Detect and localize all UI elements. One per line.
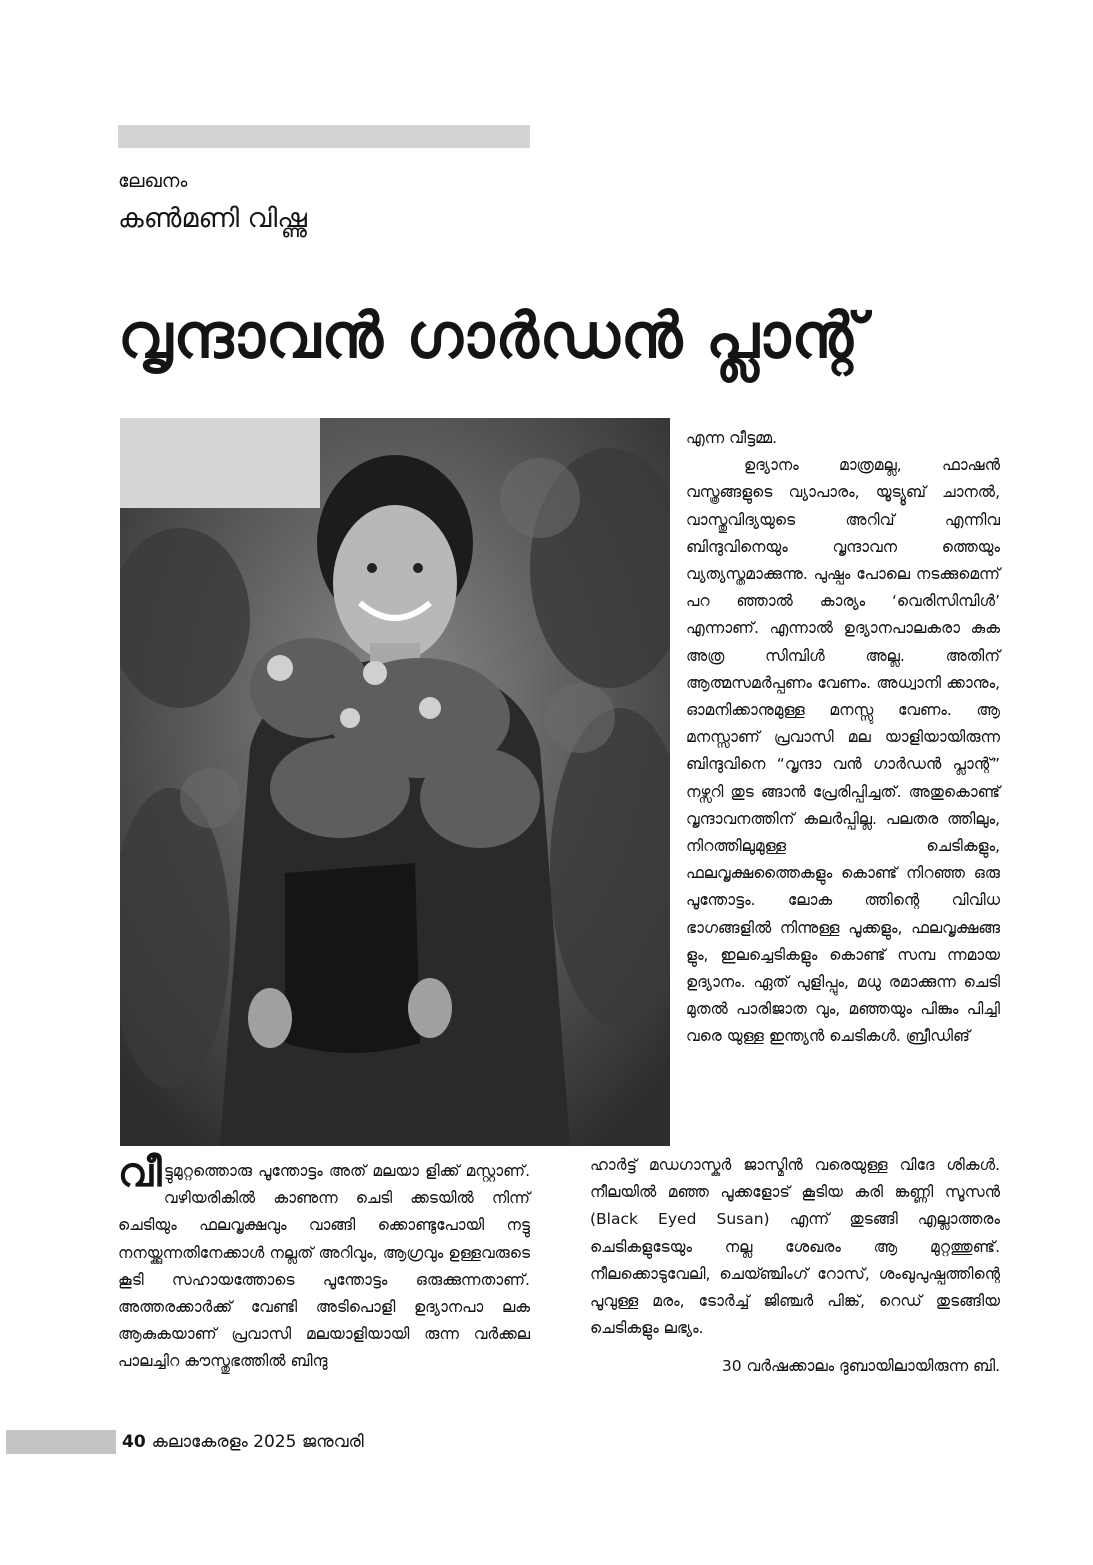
section-header-bar — [118, 125, 530, 148]
right-col-paragraph-1: എന്ന വീട്ടമ്മ. — [686, 429, 778, 447]
page-number: 40 — [122, 1432, 146, 1452]
article-author: കൺമണി വിഷ്ണു — [118, 203, 307, 234]
page-footer — [122, 1432, 364, 1452]
right-col-paragraph-2: ഉദ്യാനം മാത്രമല്ല, ഫാഷൻ വസ്ത്രങ്ങളുടെ വ്യാപാരം, യൂട്യൂബ് ചാനൽ, വാസ്തുവിദ്യയുടെ അറിവ് എന്നിവ ബിന്ദുവിനെയും വൃന്ദാവന ത്തെയും വ്യത്യസ്തമാക്കുന്നു. പുഷ്പം പോലെ നടക്കുമെന്ന് പറ ഞ്ഞാൽ കാര്യം ‘വെരിസിമ്പിൾ’ എന്നാണ്. എന്നാൽ ഉദ്യാനപാലകരാ കുക അത്ര സിമ്പിൾ അല്ല. അതിന് ആത്മസമർപ്പണം വേണം. അധ്വാനി ക്കാനും, ഓമനിക്കാനുമുള്ള മനസ്സു വേണം. ആ മനസ്സാണ് പ്രവാസി മല യാളിയായിരുന്ന ബിന്ദുവിനെ “വൃന്ദാ വൻ ഗാർഡൻ പ്ലാന്റ്” നഴ്സറി തുട ങ്ങാൻ പ്രേരിപ്പിച്ചത്. അതുകൊണ്ട് വൃന്ദാവനത്തിന് കലർപ്പില്ല. പലതര ത്തിലും, നിറത്തിലുമുള്ള ചെടികളും, ഫലവൃക്ഷത്തൈകളും കൊണ്ട് നിറഞ്ഞ ഒരു പൂന്തോട്ടം. ലോക ത്തിന്റെ വിവിധ ഭാഗങ്ങളിൽ നിന്നുള്ള പൂക്കളും, ഫലവൃക്ഷങ്ങ ളും, ഇലച്ചെടികളും കൊണ്ട് സമ്പ ന്നമായ ഉദ്യാനം. ഏത് പുളിപ്പും, മധു രമാക്കുന്ന ചെടി മുതൽ പാരിജാത വും, മഞ്ഞയും പിങ്കും പിച്ചി വരെ യുള്ള ഇന്ത്യൻ ചെടികൾ. ബ്രീഡിങ് — [686, 456, 1000, 1046]
left-col-paragraph: ട്ടുമുറ്റത്തൊരു പൂന്തോട്ടം അത് മലയാ ളിക്ക് മസ്റ്റാണ്. വഴിയരികിൽ കാണുന്ന ചെടി ക്കടയിൽ നിന്ന് ചെടിയും ഫലവൃക്ഷവും വാങ്ങി ക്കൊണ്ടുപോയി നട്ടു നനയ്ക്കുന്നതിനേക്കാൾ നല്ലത് അറിവും, ആഗ്രവും ഉള്ളവരുടെ കൂടി സഹായത്തോടെ പൂന്തോട്ടം ഒരുക്കുന്നതാണ്. അത്തരക്കാർക്ക് വേണ്ടി അടിപൊളി ഉദ്യാനപാ ലക ആകുകയാണ് പ്രവാസി മലയാളിയായി രുന്ന വർക്കല പാലച്ചിറ കൗസ്തുഭത്തിൽ ബിന്ദു — [118, 1162, 530, 1371]
dropcap: വീ — [118, 1150, 162, 1196]
article-photo — [120, 418, 670, 1146]
bottom-right-paragraph-1: ഹാർട്ട് മഡഗാസ്കർ ജാസ്മിൻ വരെയുള്ള വിദേ ശികൾ. നീലയിൽ മഞ്ഞ പൂക്കളോട് കൂടിയ കരി ങ്കണ്ണി സൂസൻ (Black Eyed Susan) എന്ന് തുടങ്ങി എല്ലാത്തരം ചെടികളുടേയും നല്ല ശേഖരം ആ മുറ്റത്തുണ്ട്. നീലക്കൊടുവേലി, ചെയ്ഞ്ചിംഗ് റോസ്, ശംഖുപുഷ്പത്തിന്റെ പൂവുള്ള മരം, ടോർച്ച് ജിഞ്ചർ പിങ്ക്, റെഡ് തുടങ്ങിയ ചെടികളും ലഭ്യം. — [590, 1156, 1000, 1338]
publication-name: കലാകേരളം 2025 ജനുവരി — [151, 1432, 364, 1452]
bottom-right-text — [590, 1152, 1000, 1381]
footer-bar — [6, 1430, 116, 1454]
bottom-right-paragraph-2: 30 വർഷക്കാലം ദുബായിലായിരുന്ന ബി. — [721, 1357, 1000, 1376]
article-title: വൃന്ദാവൻ ഗാർഡൻ പ്ലാന്റ് — [118, 299, 866, 372]
right-column-text — [686, 425, 1000, 1051]
article-category: ലേഖനം — [118, 170, 188, 192]
left-column-text — [118, 1150, 530, 1376]
